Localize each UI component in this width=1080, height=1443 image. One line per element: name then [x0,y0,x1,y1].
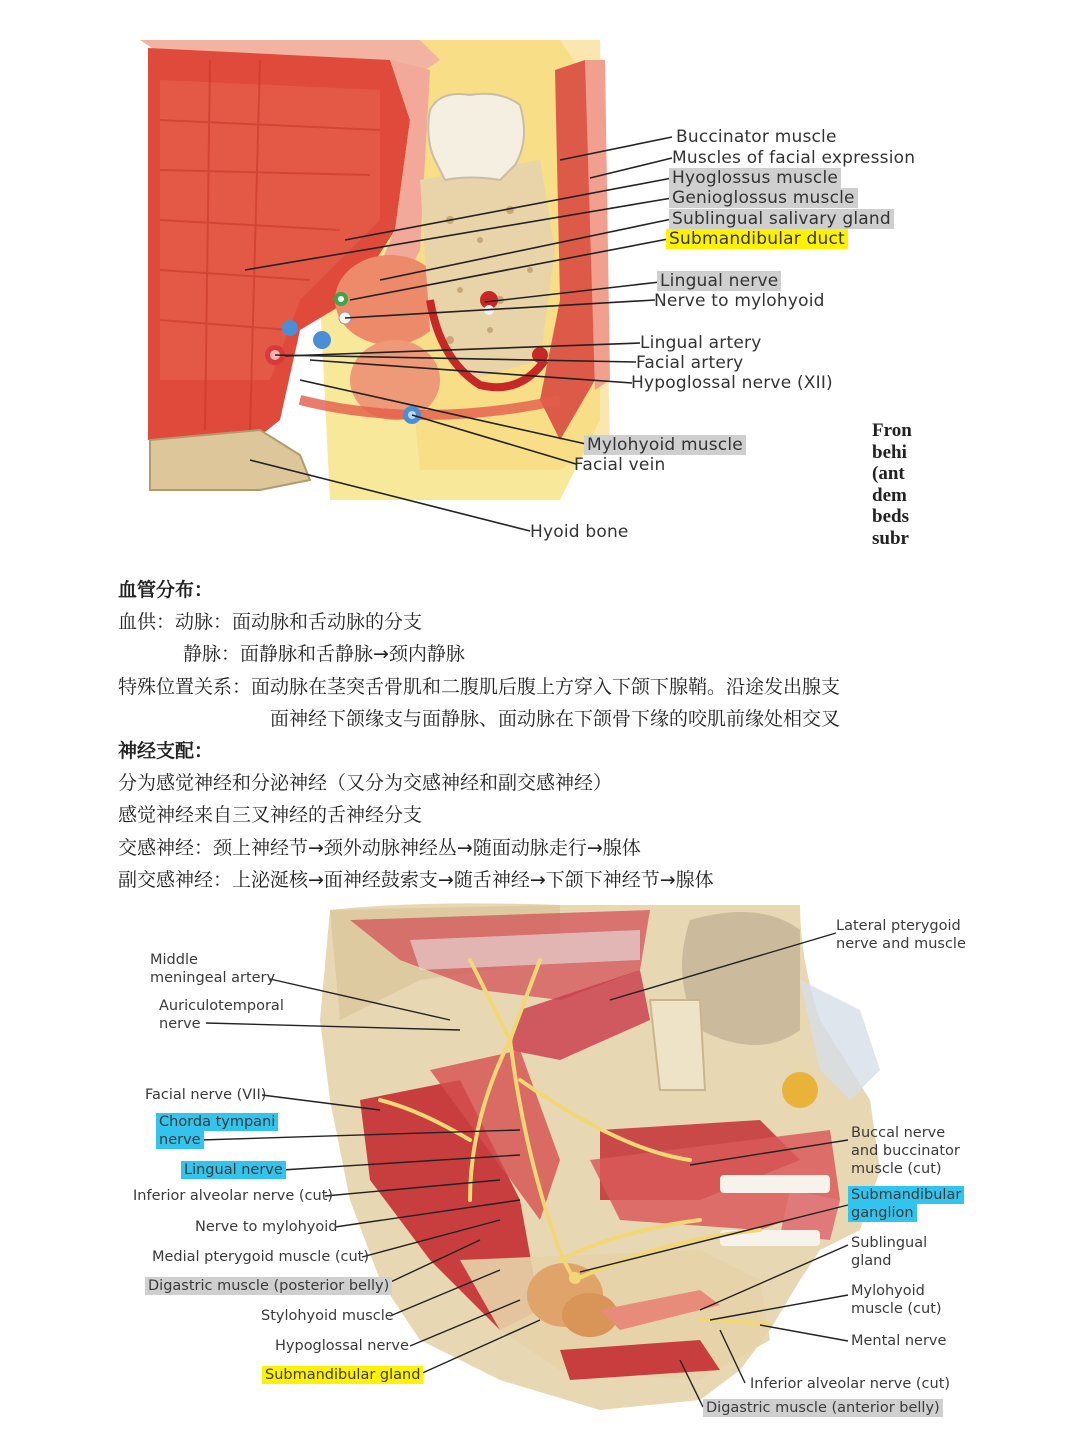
label-lingual-nerve: Lingual nerve [657,271,781,291]
text-line: 感觉神经来自三叉神经的舌神经分支 [118,804,423,827]
caption-line: Fron [872,420,912,441]
label-nerve-to-mylohyoid: Nerve to mylohyoid [195,1219,338,1235]
label-submandibular-duct: Submandibular duct [666,229,848,249]
label-lingual-nerve: Lingual nerve [181,1161,286,1179]
label-auriculotemporal-2: nerve [159,1016,201,1032]
label-buccal-1: Buccal nerve [851,1125,946,1141]
label-medial-pterygoid: Medial pterygoid muscle (cut) [152,1249,370,1265]
label-facial-nerve: Facial nerve (VII) [145,1087,267,1103]
caption-line: behi [872,441,907,463]
label-nerve-to-mylohyoid: Nerve to mylohyoid [654,291,825,311]
label-chorda-tympani-2: nerve [156,1131,204,1149]
label-muscles-facial-expression: Muscles of facial expression [672,148,916,168]
label-digastric-posterior: Digastric muscle (posterior belly) [145,1277,392,1295]
caption-line: dem [872,484,907,506]
label-genioglossus-muscle: Genioglossus muscle [669,188,858,208]
label-sublingual-salivary-gland: Sublingual salivary gland [669,209,894,229]
label-sublingual-2: gland [851,1253,892,1269]
label-digastric-anterior: Digastric muscle (anterior belly) [703,1399,943,1417]
label-sublingual-1: Sublingual [851,1235,928,1251]
text-line: 血供：动脉：面动脉和舌动脉的分支 [118,611,423,634]
text-line: 副交感神经：上泌涎核→面神经鼓索支→随舌神经→下颌下神经节→腺体 [118,868,714,891]
caption-line: (ant [872,463,905,484]
label-hypoglossal-nerve: Hypoglossal nerve [275,1338,409,1354]
label-submandibular-gland: Submandibular gland [262,1366,423,1384]
label-submandibular-ganglion-1: Submandibular [848,1186,964,1204]
text-line: 静脉：面静脉和舌静脉→颈内静脉 [183,643,465,666]
label-buccal-3: muscle (cut) [851,1161,942,1177]
label-middle-meningeal-1: Middle [150,952,198,968]
text-line: 面神经下颌缘支与面静脉、面动脉在下颌骨下缘的咬肌前缘处相交叉 [270,707,841,730]
figure-caption-truncated [872,420,912,549]
label-lateral-pterygoid-1: Lateral pterygoid [836,918,961,934]
label-mental-nerve: Mental nerve [851,1333,947,1349]
label-lingual-artery: Lingual artery [640,333,762,353]
label-buccinator-muscle: Buccinator muscle [676,127,837,147]
caption-line: beds [872,506,909,527]
label-inferior-alveolar-right: Inferior alveolar nerve (cut) [750,1376,951,1392]
label-mylohyoid-2: muscle (cut) [851,1301,942,1317]
label-facial-artery: Facial artery [636,353,744,373]
label-hyoglossus-muscle: Hyoglossus muscle [669,168,841,188]
label-stylohyoid-muscle: Stylohyoid muscle [261,1308,394,1324]
label-inferior-alveolar-left: Inferior alveolar nerve (cut) [133,1188,334,1204]
label-hypoglossal-nerve: Hypoglossal nerve (XII) [631,373,833,393]
label-lateral-pterygoid-2: nerve and muscle [836,936,966,952]
label-submandibular-ganglion-2: ganglion [848,1204,917,1222]
heading-blood-supply: 血管分布： [118,579,214,601]
label-middle-meningeal-2: meningeal artery [150,970,276,986]
notes-text [118,574,1018,896]
text-line: 分为感觉神经和分泌神经（又分为交感神经和副交感神经） [118,772,613,795]
label-facial-vein: Facial vein [574,455,666,475]
label-auriculotemporal-1: Auriculotemporal [159,998,284,1014]
head-lateral-dissection-figure [0,900,1080,1439]
text-line: 特殊位置关系：面动脉在茎突舌骨肌和二腹肌后腹上方穿入下颌下腺鞘。沿途发出腺支 [118,675,841,698]
heading-innervation: 神经支配： [118,739,214,762]
label-mylohyoid-muscle: Mylohyoid muscle [584,435,746,455]
label-hyoid-bone: Hyoid bone [530,522,629,542]
label-chorda-tympani-1: Chorda tympani [156,1113,278,1131]
label-buccal-2: and buccinator [851,1143,960,1159]
caption-line: subr [872,527,909,549]
text-line: 交感神经：颈上神经节→颈外动脉神经丛→随面动脉走行→腺体 [118,836,641,859]
submandibular-section-illustration [0,0,1080,560]
submandibular-region-figure [0,0,1080,560]
label-mylohyoid-1: Mylohyoid [851,1283,925,1299]
